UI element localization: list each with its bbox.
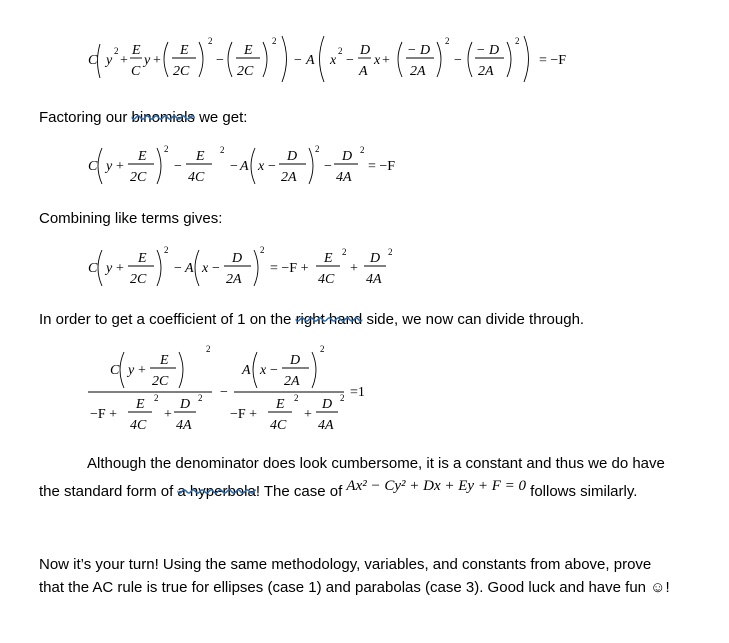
- svg-text:2: 2: [206, 344, 211, 354]
- svg-text:−: −: [220, 385, 228, 400]
- svg-text:E: E: [244, 43, 253, 58]
- svg-text:2C: 2C: [237, 64, 254, 79]
- svg-text:E: E: [132, 43, 141, 58]
- svg-text:2C: 2C: [130, 272, 147, 287]
- svg-text:C: C: [110, 363, 120, 378]
- p1-pre: Factoring our: [39, 109, 132, 126]
- svg-text:y: y: [106, 261, 113, 276]
- paragraph-your-turn-line2: [39, 579, 670, 597]
- p1-post: we get:: [194, 109, 248, 126]
- svg-text:2: 2: [154, 393, 159, 403]
- svg-text:4C: 4C: [188, 170, 205, 185]
- svg-text:−: −: [454, 53, 462, 68]
- svg-text:2A: 2A: [284, 374, 300, 389]
- svg-text:2: 2: [342, 247, 347, 257]
- svg-text:2A: 2A: [410, 64, 426, 79]
- svg-text:4C: 4C: [270, 418, 287, 433]
- svg-text:4A: 4A: [366, 272, 382, 287]
- p4-post: follows similarly.: [525, 483, 638, 500]
- svg-text:D: D: [322, 397, 333, 412]
- svg-text:2: 2: [515, 36, 520, 46]
- p2-text: Combining like terms gives:: [39, 210, 223, 227]
- svg-text:2C: 2C: [130, 170, 147, 185]
- svg-text:2: 2: [388, 247, 393, 257]
- svg-text:y: y: [128, 363, 135, 378]
- svg-text:E: E: [136, 397, 145, 412]
- p5-line2: that the AC rule is true for ellipses (case 1) and parabolas (case 3). Good luck and have fun ☺!: [39, 579, 670, 596]
- svg-text:2: 2: [164, 144, 169, 154]
- svg-text:−: −: [268, 159, 276, 174]
- svg-text:2: 2: [320, 344, 325, 354]
- svg-text:2: 2: [114, 46, 119, 56]
- svg-text:A: A: [185, 261, 194, 276]
- svg-text:C: C: [131, 64, 141, 79]
- svg-text:x: x: [260, 363, 267, 378]
- eq1-C: C: [88, 53, 98, 68]
- svg-text:2: 2: [360, 145, 365, 155]
- svg-text:E: E: [138, 149, 147, 164]
- p4-line1: Although the denominator does look cumbersome, it is a constant and thus we do have: [87, 455, 665, 472]
- svg-text:E: E: [138, 251, 147, 266]
- svg-text:2: 2: [338, 46, 343, 56]
- svg-text:−: −: [230, 159, 238, 174]
- svg-text:+: +: [164, 407, 172, 422]
- equation-combined: [84, 240, 414, 294]
- svg-text:E: E: [276, 397, 285, 412]
- eq1-y: y: [106, 53, 113, 68]
- svg-text:D: D: [360, 43, 371, 58]
- paragraph-your-turn-line1: [39, 556, 651, 574]
- svg-text:A: A: [242, 363, 251, 378]
- svg-text:E: E: [160, 353, 169, 368]
- svg-text:+: +: [116, 159, 124, 174]
- svg-text:A: A: [306, 53, 315, 68]
- p3-strike: right hand: [295, 311, 363, 328]
- svg-text:−: −: [174, 159, 182, 174]
- paragraph-denominator-line2: [39, 478, 638, 501]
- svg-text:2: 2: [445, 36, 450, 46]
- svg-text:−: −: [174, 261, 182, 276]
- svg-text:4C: 4C: [130, 418, 147, 433]
- svg-text:D: D: [287, 149, 298, 164]
- svg-text:C: C: [88, 261, 98, 276]
- svg-text:2: 2: [315, 144, 320, 154]
- svg-text:−: −: [212, 261, 220, 276]
- svg-text:2: 2: [198, 393, 203, 403]
- svg-text:+: +: [120, 53, 128, 68]
- svg-text:4A: 4A: [318, 418, 334, 433]
- svg-text:2A: 2A: [226, 272, 242, 287]
- svg-text:E: E: [196, 149, 205, 164]
- svg-text:−F +: −F +: [90, 407, 118, 422]
- svg-text:2: 2: [164, 245, 169, 255]
- svg-text:−: −: [324, 159, 332, 174]
- svg-text:2: 2: [294, 393, 299, 403]
- svg-text:A: A: [240, 159, 249, 174]
- p3-post: side, we now can divide through.: [362, 311, 585, 328]
- svg-text:D: D: [370, 251, 381, 266]
- p3-pre: In order to get a coefficient of 1 on the: [39, 311, 296, 328]
- svg-text:− D: − D: [407, 43, 431, 58]
- svg-text:4C: 4C: [318, 272, 335, 287]
- p5-line1: Now it’s your turn! Using the same methodology, variables, and constants from above, prove: [39, 556, 652, 573]
- svg-text:y: y: [144, 53, 151, 68]
- equation-factored: [84, 140, 414, 192]
- svg-text:= −F: = −F: [368, 159, 396, 174]
- svg-text:2C: 2C: [173, 64, 190, 79]
- svg-text:E: E: [180, 43, 189, 58]
- svg-text:2A: 2A: [478, 64, 494, 79]
- paragraph-coefficient: [39, 311, 584, 329]
- svg-text:x: x: [258, 159, 265, 174]
- svg-text:x: x: [374, 53, 381, 68]
- svg-text:D: D: [342, 149, 353, 164]
- p4-strike: a hyperbola: [177, 483, 256, 500]
- svg-text:+: +: [116, 261, 124, 276]
- svg-text:2C: 2C: [152, 374, 169, 389]
- svg-text:D: D: [232, 251, 243, 266]
- svg-text:C: C: [88, 159, 98, 174]
- svg-text:−: −: [216, 53, 224, 68]
- svg-text:+: +: [382, 53, 390, 68]
- svg-text:A: A: [359, 64, 368, 79]
- paragraph-denominator-line1: [87, 455, 665, 473]
- svg-text:2: 2: [208, 36, 213, 46]
- svg-text:+: +: [153, 53, 161, 68]
- p4-pre: the standard form of: [39, 483, 178, 500]
- svg-text:y: y: [106, 159, 113, 174]
- svg-text:=1: =1: [350, 385, 365, 400]
- svg-text:x: x: [202, 261, 209, 276]
- svg-text:+: +: [138, 363, 146, 378]
- equation-expanded-form: [84, 30, 574, 88]
- svg-text:2: 2: [340, 393, 345, 403]
- svg-text:−: −: [270, 363, 278, 378]
- paragraph-combining: [39, 210, 222, 228]
- svg-text:− D: − D: [476, 43, 500, 58]
- svg-text:+: +: [350, 261, 358, 276]
- svg-text:2: 2: [272, 36, 277, 46]
- p4-mid: ! The case of: [255, 483, 347, 500]
- svg-text:x: x: [330, 53, 337, 68]
- svg-text:−: −: [294, 53, 302, 68]
- svg-text:D: D: [290, 353, 301, 368]
- svg-text:4A: 4A: [176, 418, 192, 433]
- svg-text:2A: 2A: [281, 170, 297, 185]
- svg-text:−F +: −F +: [230, 407, 258, 422]
- svg-text:= −F: = −F: [539, 53, 567, 68]
- paragraph-factoring: [39, 109, 247, 127]
- equation-standard-form: [84, 340, 384, 440]
- svg-text:2: 2: [220, 145, 225, 155]
- svg-text:D: D: [180, 397, 191, 412]
- p1-strike: binomials: [131, 109, 195, 126]
- svg-text:2: 2: [260, 245, 265, 255]
- svg-text:4A: 4A: [336, 170, 352, 185]
- p4-formula: Ax² − Cy² + Dx + Ey + F = 0: [346, 478, 526, 494]
- svg-text:+: +: [304, 407, 312, 422]
- svg-text:= −F +: = −F +: [270, 261, 309, 276]
- svg-text:−: −: [346, 53, 354, 68]
- svg-text:E: E: [324, 251, 333, 266]
